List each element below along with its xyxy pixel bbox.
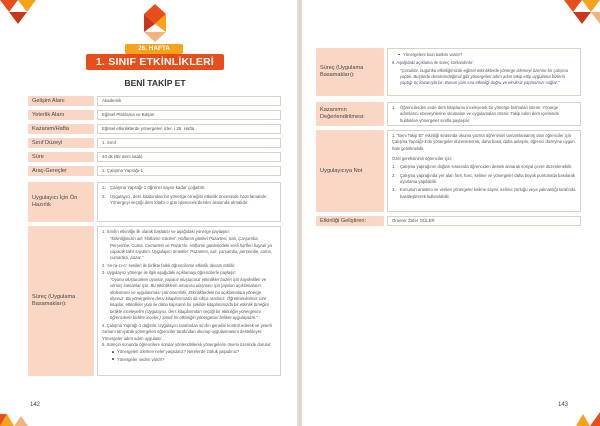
developer-label: Etkinliği Geliştiren: <box>316 216 384 226</box>
notes-label: Uygulayıcıya Not <box>316 130 384 212</box>
notes-body <box>387 130 581 212</box>
page-number-left: 142 <box>30 402 41 408</box>
row-value: Akademik <box>97 96 281 106</box>
process-quote-1: "Etkinliğimizin adı 'Haftanın Günleri'. Haftanın günleri Pazartesi, Salı, Çarşamba, Perşembe, Cuma, Cumartesi ve Pazar'dır. Haftanın günlerindeki sesli harfleri bayrak ya yaparak takır sayalım. Uygulayıcı örnekler: Pazartesi, salı, çarşamba, perşembe, cuma, cumartesi, pazar." <box>110 236 272 261</box>
process-step-4: 4. Çalışma Yaprağı-1 dağıtılır. Uygulayıcı tarafından sınıfın genelini kontrol ederek ve yeterli zamanı tanıyarak yönergeleri öğrenciler tarafından okunup uygulanmasını destekleyer. Yönergeler adım adım uygulanır. <box>102 323 272 341</box>
row-label: Yeterlik Alanı <box>28 110 94 120</box>
prep-item: 2. Uygulayıcı, ders kitabından bir yönerge örneğini etkinlik öncesinde hazırlamalıdır. Yönergeyi seçtiği ders kitabı o gün işlenecek dersler arasında olmalıdır. <box>102 193 268 205</box>
process-quote-2: "Oyunu oluştururken oyunlar, yaparız oluştururuz etkinlikler bazen için kaydedilen ve vermiş zamanlar için. Bu etkinliklerin amacına ulaşması için yapılan açıklamaların dinlenmesi ve uygulanması çok önemlidir. Etkinliklerdeki bu açıklamalara yönerge diyoruz. Bu yönergelere dersi kitaplarımızda da sıkça rastlarız. Öğretmenlerimiz size kitaplar, etkinlikler yolu ile daha kapsamlı bir şekilde kitaplarımızda bir etkinlik örneğini birlikte inceleyelim (Uygulayıcı, ders kitaplarından seçtiği bir etkinliğin yönergesini öğrencilerle birlikte inceler.) Şimdi bir etkinliğin yönergesini birlikte uygulayalım." <box>110 277 269 320</box>
info-row-yeterlik <box>28 110 281 120</box>
process-step-3: 3. Uygulayıcı yönerge ile ilgili aşağıdaki açıklamayı öğrencilerle paylaşır: <box>102 269 237 275</box>
row-label: Gelişim Alanı <box>28 96 94 106</box>
process-step-5: 5. Süreçin sonunda öğrencilere sorular yönlendirilerek yönergelerin önemi üzerinde durulur: <box>102 342 272 348</box>
evaluation-body <box>387 102 581 126</box>
row-value: Eğitsel Planlama ve Başarı <box>97 110 281 120</box>
notes-row <box>316 130 581 212</box>
info-row-sinif <box>28 138 281 148</box>
process-label: Süreç (Uygulama Basamakları): <box>28 226 94 376</box>
info-row-gelisim <box>28 96 281 106</box>
row-value: 1. Çalışma Yaprağı-1 <box>97 166 281 176</box>
process-question-list <box>392 52 576 58</box>
developer-value: Ömerer Zafer GÜLER <box>387 216 581 226</box>
prep-item: 1. Çalışma Yaprağı-1 öğrenci sayısı kadar çoğaltılır. <box>102 185 206 190</box>
evaluation-label: Kazanımın Değerlendirilmesi: <box>316 102 384 126</box>
special-needs-heading: Özel gereksinimli öğrenciler için; <box>392 155 453 161</box>
special-needs-item: 2. Çalışma yaprağında yer alan font, harc, kelime ve yönergeler daha büyük puntolarda basılarak uyarlama yapılabilir. <box>392 172 576 184</box>
info-row-arac <box>28 166 281 176</box>
info-row-sure <box>28 152 281 162</box>
row-value: Eğitsel etkinliklerde yönergeleri izler. / 26. Hafta <box>97 124 281 134</box>
developer-row <box>316 216 581 226</box>
process-question: Yönergeleri izlerken neler yaşadınız? Nerelerde zorluk yaşadınız? <box>112 349 276 355</box>
special-needs-item: 3. Konunun anlatımı ve verilen yönergeler kelime sayısı, kelime zorluğu veya yalınanlığı tarafında basitleştirerek kullanılabilir. <box>392 187 576 199</box>
process-step-6: 6. Aşağıdaki açıklama ile süreç sonlandırılır: <box>392 60 474 66</box>
process-question-list <box>102 349 276 363</box>
top-right-triangle-motif-icon <box>556 0 600 30</box>
process-row-continued <box>316 48 581 96</box>
row-label: Araç-Gereçler <box>28 166 94 176</box>
row-label: Süre <box>28 152 94 162</box>
note-item-1: 1. "Beni Takip Et" etkinliği sırasında okuma yazma öğrenimini tamamlamamış olan öğrenciler için Çalışma Yaprağı-1'de yönergeler düzenlenerek, daha basit, daha anlaşılır, öğrenci düzeyine uygun hale getirilmelidir. <box>392 133 575 151</box>
process-row <box>28 226 281 376</box>
header-diamond-motif-icon <box>132 4 178 42</box>
process-body-continued <box>387 48 581 96</box>
process-label-continued: Süreç (Uygulama Basamakları): <box>316 48 384 96</box>
left-page <box>0 0 298 426</box>
row-value: 1. Sınıf <box>97 138 281 148</box>
row-label: Sınıf Düzeyi <box>28 138 94 148</box>
top-left-triangle-motif-icon <box>0 0 44 24</box>
activity-title: BENİ TAKİP ET <box>124 78 186 88</box>
row-label: Uygulayıcı İçin Ön Hazırlık <box>28 182 94 222</box>
page-number-right: 143 <box>558 402 569 408</box>
prep-value <box>97 182 281 222</box>
row-label: Kazanım/Hafta <box>28 124 94 134</box>
week-badge: 26. HAFTA <box>125 44 183 54</box>
process-step-2: 2. 'en-ra-zı-cı' sesileri ile birlikte farklı öğrencilerse etkinlik devam ettirilir. <box>102 263 236 269</box>
bottom-left-triangle-motif-icon <box>0 402 28 426</box>
evaluation-item: 1. Öğrencilerden evde ders kitaplarını inceleyerek bir yönerge bulmaları istenir. Yönerge adımlarını ebeveynlerine okumaları ve uygulamaları istenir. Takip eden ders içerisinde buldukları yönergeler sınıfla paylaşılır. <box>392 105 559 123</box>
special-needs-item: 1. Çalışma yaprağının doğları sırasında öğrenciden destek alınarak sosyal çevre düzenlenebilir. <box>392 164 573 170</box>
process-question: Yönergeler neden vardır? <box>112 357 276 363</box>
process-step-1: 1. Sınıfın etkinliğe ilk olarak başlatılır ve aşağıdaki yönerge paylaşılır: <box>102 229 231 234</box>
process-body <box>97 226 281 376</box>
process-question: Yönergelere bazı katkısı vardır? <box>398 52 576 58</box>
info-row-kazanim <box>28 124 281 134</box>
row-value: 40 dk (Bir ders saati) <box>97 152 281 162</box>
info-row-prep <box>28 182 281 222</box>
grade-title-banner: 1. SINIF ETKİNLİKLERİ <box>86 54 224 70</box>
bottom-right-triangle-motif-icon <box>572 400 600 426</box>
evaluation-row <box>316 102 581 126</box>
right-page <box>302 0 600 426</box>
process-closing-quote: "Çocuklar, bugünkü etkinliğimizde eğitsel etkinliklerde yönerge izlemeyi üzerine bir çalışma yaptık. Buşünde derslerindeğimiz gibi yönergeleri adım adım takip edip uygulama bizlerin yaptığı üç kazanıyla bir. Bunun yanı sıra etkinliği doğru ve eksiksiz yapmamızı sağlar." <box>400 67 568 86</box>
